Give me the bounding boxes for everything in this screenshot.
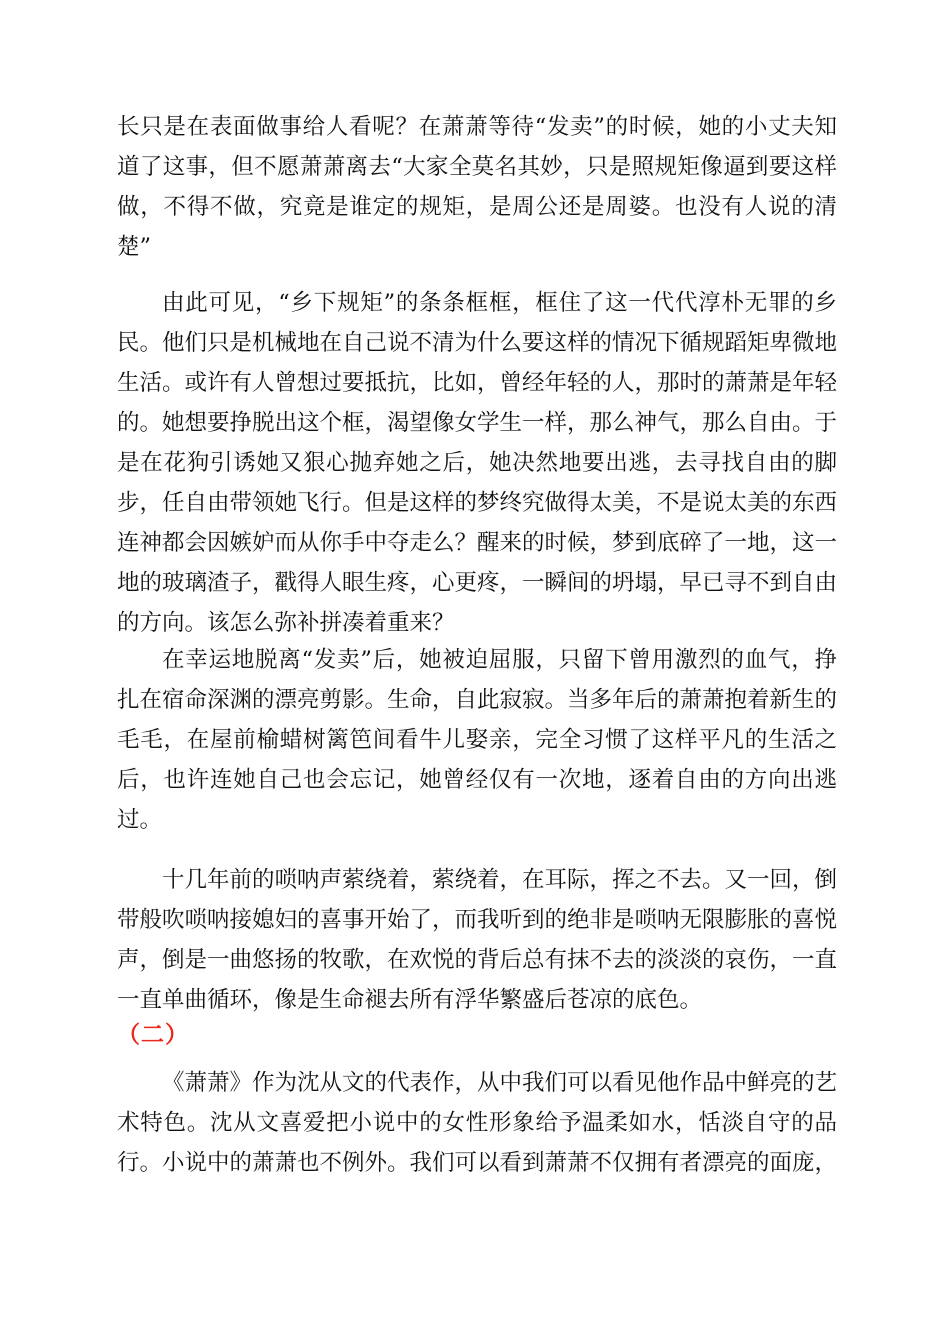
paragraph-1: 长只是在表面做事给人看呢？在萧萧等待“发卖”的时候，她的小丈夫知道了这事，但不愿萧萧离去“大家全莫名其妙，只是照规矩像逼到要这样做，不得不做，究竟是谁定的规矩，是周公还是周婆。也没有人说的清楚”	[117, 114, 837, 260]
paragraph-2: 由此可见，“乡下规矩”的条条框框，框住了这一代代淳朴无罪的乡民。他们只是机械地在自己说不清为什么要这样的情况下循规蹈矩卑微地生活。或许有人曾想过要抵抗，比如，曾经年轻的人，那时的萧萧是年轻的。她想要挣脱出这个框，渴望像女学生一样，那么神气，那么自由。于是在花狗引诱她又狠心抛弃她之后，她决然地要出逃，去寻找自由的脚步，任自由带领她飞行。但是这样的梦终究做得太美，不是说太美的东西连神都会因嫉妒而从你手中夺走么？醒来的时候，梦到底碎了一地，这一地的玻璃渣子，戳得人眼生疼，心更疼，一瞬间的坍塌，早已寻不到自由的方向。该怎么弥补拼凑着重来？	[117, 290, 838, 636]
paragraph-5: 《萧萧》作为沈从文的代表作，从中我们可以看见他作品中鲜亮的艺术特色。沈从文喜爱把小说中的女性形象给予温柔如水，恬淡自守的品行。小说中的萧萧也不例外。我们可以看到萧萧不仅拥有者漂亮的面庞，	[117, 1070, 838, 1176]
section-heading: （二）	[117, 1022, 189, 1048]
paragraph-3: 在幸运地脱离“发卖”后，她被迫屈服，只留下曾用激烈的血气，挣扎在宿命深渊的漂亮剪影。生命，自此寂寂。当多年后的萧萧抱着新生的毛毛，在屋前榆蜡树篱笆间看牛儿娶亲，完全习惯了这样平凡的生活之后，也许连她自己也会忘记，她曾经仅有一次地，逐着自由的方向出逃过。	[117, 647, 838, 833]
paragraph-4: 十几年前的唢呐声萦绕着，萦绕着，在耳际，挥之不去。又一回，倒带般吹唢呐接媳妇的喜事开始了，而我听到的绝非是唢呐无限膨胀的喜悦声，倒是一曲悠扬的牧歌，在欢悦的背后总有抹不去的淡淡的哀伤，一直一直单曲循环，像是生命褪去所有浮华繁盛后苍凉的底色。	[117, 867, 838, 1013]
